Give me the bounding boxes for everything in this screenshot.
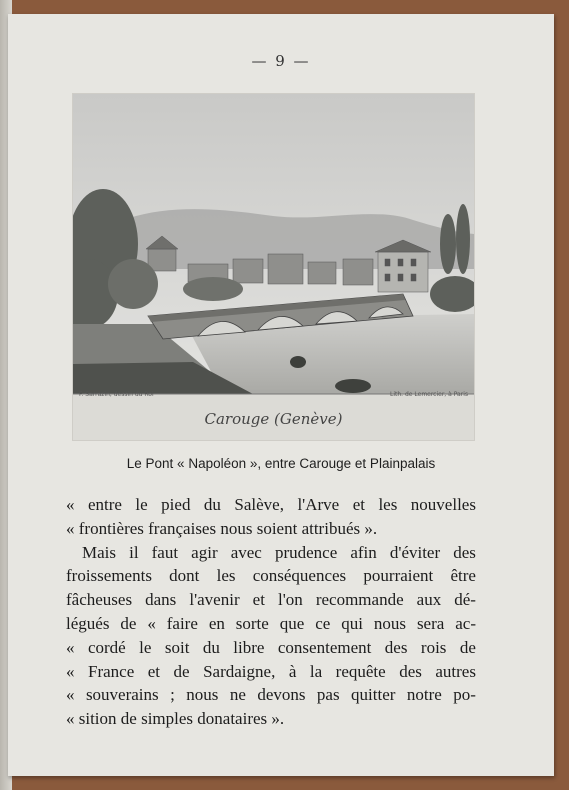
word: en (208, 613, 225, 633)
word: le (135, 495, 148, 514)
word: libre (233, 637, 265, 657)
word: « (66, 685, 75, 705)
engraving-title: Carouge (Genève) (204, 410, 343, 428)
word: de (173, 661, 190, 681)
word: légués (66, 613, 110, 633)
word: faut (151, 542, 179, 562)
text-line (66, 683, 476, 707)
word: « (66, 495, 75, 514)
word: dé- (454, 590, 476, 610)
word: autres (435, 661, 476, 681)
word: il (129, 542, 139, 562)
word: des (399, 661, 422, 681)
word: entre (87, 495, 122, 514)
word: dont (169, 566, 200, 586)
boat-figure (290, 356, 306, 368)
text-line (66, 517, 476, 541)
word: du (202, 637, 220, 657)
text-line-content: « frontières françaises nous soient attribués ». (66, 518, 378, 538)
word: France (88, 661, 135, 681)
text-line (66, 541, 476, 565)
word: d'éviter (389, 542, 441, 562)
word: et (252, 590, 265, 610)
word: de (459, 637, 476, 657)
word: froissements (66, 566, 152, 586)
word: des (453, 542, 476, 562)
word: dans (145, 590, 177, 610)
word: être (450, 566, 476, 586)
text-line (66, 707, 476, 731)
word: po- (453, 685, 476, 705)
word: avec (230, 542, 262, 562)
word: prudence (274, 542, 338, 562)
word: l'Arve (297, 495, 340, 514)
word: aux (416, 590, 442, 610)
word: ac- (455, 613, 476, 633)
word: l'avenir (189, 590, 240, 610)
word: Sardaigne, (203, 661, 276, 681)
page-number: — 9 — (251, 52, 311, 70)
word: à (288, 661, 297, 681)
text-line (66, 564, 476, 588)
engraving-drawing (73, 94, 474, 440)
word: « (66, 637, 75, 657)
word: sorte (235, 613, 269, 633)
word: afin (350, 542, 377, 562)
word: ce (315, 613, 331, 633)
book-page (8, 14, 554, 776)
word: Mais (82, 542, 116, 562)
word: les (216, 566, 236, 586)
word: consentement (277, 637, 372, 657)
word: et (147, 661, 161, 681)
word: soit (164, 637, 190, 657)
word: rois (420, 637, 447, 657)
word: de (120, 613, 137, 633)
word: pied (161, 495, 191, 514)
foreground-plants (335, 379, 371, 393)
text-line-content: « sition de simples donataires ». (66, 709, 285, 729)
word: faire (166, 613, 198, 633)
word: et (352, 495, 365, 514)
word: nous (186, 685, 219, 705)
word: recommande (315, 590, 404, 610)
word: conséquences (252, 566, 347, 586)
text-line (66, 660, 476, 684)
word: pas (316, 685, 340, 705)
word: que (279, 613, 305, 633)
word: des (384, 637, 408, 657)
engraving-credit-right: Lith. de Lemercier, à Paris (390, 391, 468, 398)
word: nous (373, 613, 407, 633)
word: requête (335, 661, 386, 681)
word: Salève, (234, 495, 284, 514)
word: fâcheuses (66, 590, 133, 610)
word: les (378, 495, 398, 514)
word: du (203, 495, 221, 514)
word: la (309, 661, 323, 681)
engraving-illustration (72, 93, 475, 441)
word: notre (406, 685, 442, 705)
text-line (66, 636, 476, 660)
text-line (66, 612, 476, 636)
word: agir (191, 542, 218, 562)
word: l'on (277, 590, 303, 610)
word: souverains (85, 685, 159, 705)
figure-caption: Le Pont « Napoléon », entre Carouge et Plainpalais (126, 456, 436, 471)
word: quitter (351, 685, 396, 705)
word: devons (257, 685, 306, 705)
body-text (66, 493, 476, 731)
text-line (66, 588, 476, 612)
word: nouvelles (410, 495, 476, 514)
word: pourraient (363, 566, 434, 586)
word: qui (341, 613, 363, 633)
text-line (66, 493, 476, 517)
word: ne (229, 685, 246, 705)
word: ; (170, 685, 175, 705)
word: sera (416, 613, 445, 633)
word: « (66, 661, 75, 681)
word: le (139, 637, 152, 657)
word: « (147, 613, 156, 633)
word: cordé (87, 637, 126, 657)
engraving-credit-left: F. Sarrazin, dessin du Roi (79, 391, 154, 398)
